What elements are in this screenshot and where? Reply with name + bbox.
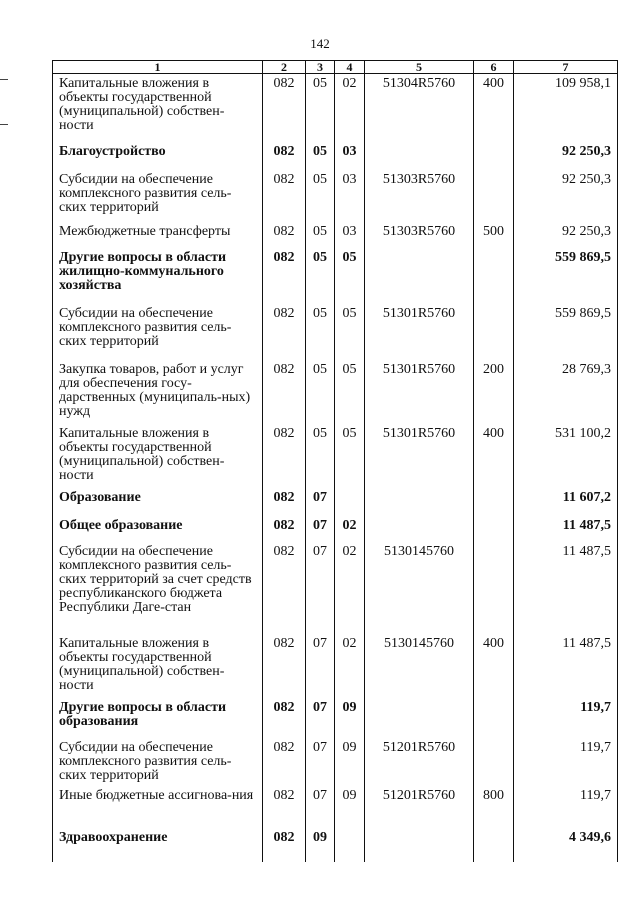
row-expense-type: 400 bbox=[474, 634, 514, 698]
row-name: Субсидии на обеспечение комплексного развития сель-ских территорий bbox=[53, 738, 263, 786]
row-subsection-code bbox=[335, 488, 365, 516]
row-section-code: 05 bbox=[306, 170, 335, 222]
row-amount: 559 869,5 bbox=[514, 304, 618, 360]
header-col-3: 3 bbox=[306, 61, 335, 74]
page-number: 142 bbox=[310, 36, 330, 51]
row-expense-type: 500 bbox=[474, 222, 514, 248]
row-name: Закупка товаров, работ и услуг для обеспечения госу-дарственных (муниципаль-ных) нужд bbox=[53, 360, 263, 424]
row-name: Субсидии на обеспечение комплексного развития сель-ских территорий за счет средств республиканского бюджета Республики Даге-стан bbox=[53, 542, 263, 634]
row-amount: 92 250,3 bbox=[514, 170, 618, 222]
row-section-code: 05 bbox=[306, 74, 335, 142]
row-amount: 119,7 bbox=[514, 698, 618, 738]
row-amount: 92 250,3 bbox=[514, 142, 618, 170]
row-gr-code: 082 bbox=[263, 698, 306, 738]
row-amount: 11 487,5 bbox=[514, 516, 618, 542]
budget-table bbox=[52, 60, 618, 862]
row-subsection-code: 05 bbox=[335, 360, 365, 424]
row-subsection-code: 02 bbox=[335, 634, 365, 698]
row-subsection-code: 09 bbox=[335, 698, 365, 738]
row-gr-code: 082 bbox=[263, 786, 306, 828]
row-target-code bbox=[365, 488, 474, 516]
row-name: Капитальные вложения в объекты государственной (муниципальной) собствен-ности bbox=[53, 424, 263, 488]
row-gr-code: 082 bbox=[263, 360, 306, 424]
table-row bbox=[53, 142, 618, 170]
row-section-code: 07 bbox=[306, 738, 335, 786]
row-section-code: 05 bbox=[306, 142, 335, 170]
row-expense-type: 800 bbox=[474, 786, 514, 828]
row-name: Капитальные вложения в объекты государственной (муниципальной) собствен-ности bbox=[53, 634, 263, 698]
row-name: Другие вопросы в области образования bbox=[53, 698, 263, 738]
row-gr-code: 082 bbox=[263, 222, 306, 248]
row-subsection-code bbox=[335, 828, 365, 862]
row-amount: 4 349,6 bbox=[514, 828, 618, 862]
row-name: Иные бюджетные ассигнова-ния bbox=[53, 786, 263, 828]
row-amount: 109 958,1 bbox=[514, 74, 618, 142]
table-row bbox=[53, 786, 618, 828]
row-expense-type bbox=[474, 698, 514, 738]
row-name: Субсидии на обеспечение комплексного развития сель-ских территорий bbox=[53, 304, 263, 360]
table-row bbox=[53, 304, 618, 360]
row-section-code: 05 bbox=[306, 222, 335, 248]
row-amount: 28 769,3 bbox=[514, 360, 618, 424]
row-expense-type bbox=[474, 516, 514, 542]
row-section-code: 05 bbox=[306, 304, 335, 360]
table-row bbox=[53, 542, 618, 634]
row-expense-type bbox=[474, 828, 514, 862]
row-subsection-code: 03 bbox=[335, 222, 365, 248]
row-gr-code: 082 bbox=[263, 170, 306, 222]
row-amount: 11 487,5 bbox=[514, 634, 618, 698]
row-target-code: 51303R5760 bbox=[365, 222, 474, 248]
row-name: Капитальные вложения в объекты государственной (муниципальной) собствен-ности bbox=[53, 74, 263, 142]
header-col-2: 2 bbox=[263, 61, 306, 74]
row-expense-type bbox=[474, 304, 514, 360]
row-name: Межбюджетные трансферты bbox=[53, 222, 263, 248]
row-expense-type: 200 bbox=[474, 360, 514, 424]
row-gr-code: 082 bbox=[263, 634, 306, 698]
row-expense-type bbox=[474, 248, 514, 304]
table-row bbox=[53, 222, 618, 248]
row-target-code: 51301R5760 bbox=[365, 304, 474, 360]
table-row bbox=[53, 634, 618, 698]
row-amount: 11 607,2 bbox=[514, 488, 618, 516]
row-section-code: 05 bbox=[306, 360, 335, 424]
row-name: Другие вопросы в области жилищно-коммунального хозяйства bbox=[53, 248, 263, 304]
row-target-code bbox=[365, 516, 474, 542]
table-row bbox=[53, 828, 618, 862]
row-name: Субсидии на обеспечение комплексного развития сель-ских территорий bbox=[53, 170, 263, 222]
row-target-code: 51301R5760 bbox=[365, 424, 474, 488]
row-expense-type bbox=[474, 542, 514, 634]
row-section-code: 07 bbox=[306, 542, 335, 634]
margin-mark bbox=[0, 79, 8, 80]
row-expense-type bbox=[474, 170, 514, 222]
row-gr-code: 082 bbox=[263, 488, 306, 516]
table-row bbox=[53, 488, 618, 516]
table-row bbox=[53, 698, 618, 738]
row-subsection-code: 03 bbox=[335, 170, 365, 222]
row-target-code: 51304R5760 bbox=[365, 74, 474, 142]
row-expense-type: 400 bbox=[474, 424, 514, 488]
row-amount: 531 100,2 bbox=[514, 424, 618, 488]
table-row bbox=[53, 516, 618, 542]
row-subsection-code: 03 bbox=[335, 142, 365, 170]
row-gr-code: 082 bbox=[263, 542, 306, 634]
row-expense-type bbox=[474, 142, 514, 170]
row-target-code: 51301R5760 bbox=[365, 360, 474, 424]
row-section-code: 07 bbox=[306, 634, 335, 698]
row-expense-type bbox=[474, 738, 514, 786]
margin-mark bbox=[0, 124, 8, 125]
row-gr-code: 082 bbox=[263, 248, 306, 304]
row-name: Здравоохранение bbox=[53, 828, 263, 862]
row-section-code: 07 bbox=[306, 786, 335, 828]
row-subsection-code: 02 bbox=[335, 74, 365, 142]
table-row bbox=[53, 248, 618, 304]
header-col-1: 1 bbox=[53, 61, 263, 74]
row-target-code bbox=[365, 698, 474, 738]
row-gr-code: 082 bbox=[263, 424, 306, 488]
row-subsection-code: 02 bbox=[335, 542, 365, 634]
row-subsection-code: 05 bbox=[335, 424, 365, 488]
row-gr-code: 082 bbox=[263, 828, 306, 862]
row-subsection-code: 09 bbox=[335, 738, 365, 786]
row-gr-code: 082 bbox=[263, 142, 306, 170]
row-subsection-code: 05 bbox=[335, 304, 365, 360]
row-gr-code: 082 bbox=[263, 738, 306, 786]
row-target-code bbox=[365, 828, 474, 862]
header-col-6: 6 bbox=[474, 61, 514, 74]
row-gr-code: 082 bbox=[263, 516, 306, 542]
row-subsection-code: 05 bbox=[335, 248, 365, 304]
row-section-code: 05 bbox=[306, 248, 335, 304]
header-col-5: 5 bbox=[365, 61, 474, 74]
row-expense-type: 400 bbox=[474, 74, 514, 142]
row-subsection-code: 09 bbox=[335, 786, 365, 828]
row-target-code: 51201R5760 bbox=[365, 738, 474, 786]
row-name: Образование bbox=[53, 488, 263, 516]
row-gr-code: 082 bbox=[263, 74, 306, 142]
table-row bbox=[53, 360, 618, 424]
header-col-7: 7 bbox=[514, 61, 618, 74]
row-name: Благоустройство bbox=[53, 142, 263, 170]
row-expense-type bbox=[474, 488, 514, 516]
row-target-code: 51201R5760 bbox=[365, 786, 474, 828]
table-row bbox=[53, 170, 618, 222]
row-amount: 92 250,3 bbox=[514, 222, 618, 248]
row-target-code bbox=[365, 142, 474, 170]
row-section-code: 09 bbox=[306, 828, 335, 862]
row-target-code: 5130145760 bbox=[365, 634, 474, 698]
table-row bbox=[53, 738, 618, 786]
row-section-code: 07 bbox=[306, 698, 335, 738]
row-subsection-code: 02 bbox=[335, 516, 365, 542]
row-amount: 559 869,5 bbox=[514, 248, 618, 304]
row-name: Общее образование bbox=[53, 516, 263, 542]
row-amount: 119,7 bbox=[514, 786, 618, 828]
row-section-code: 07 bbox=[306, 516, 335, 542]
row-target-code bbox=[365, 248, 474, 304]
header-col-4: 4 bbox=[335, 61, 365, 74]
row-gr-code: 082 bbox=[263, 304, 306, 360]
table-row bbox=[53, 424, 618, 488]
row-section-code: 07 bbox=[306, 488, 335, 516]
row-amount: 11 487,5 bbox=[514, 542, 618, 634]
row-target-code: 51303R5760 bbox=[365, 170, 474, 222]
table-row bbox=[53, 74, 618, 142]
row-amount: 119,7 bbox=[514, 738, 618, 786]
header-row bbox=[53, 61, 618, 74]
row-target-code: 5130145760 bbox=[365, 542, 474, 634]
row-section-code: 05 bbox=[306, 424, 335, 488]
